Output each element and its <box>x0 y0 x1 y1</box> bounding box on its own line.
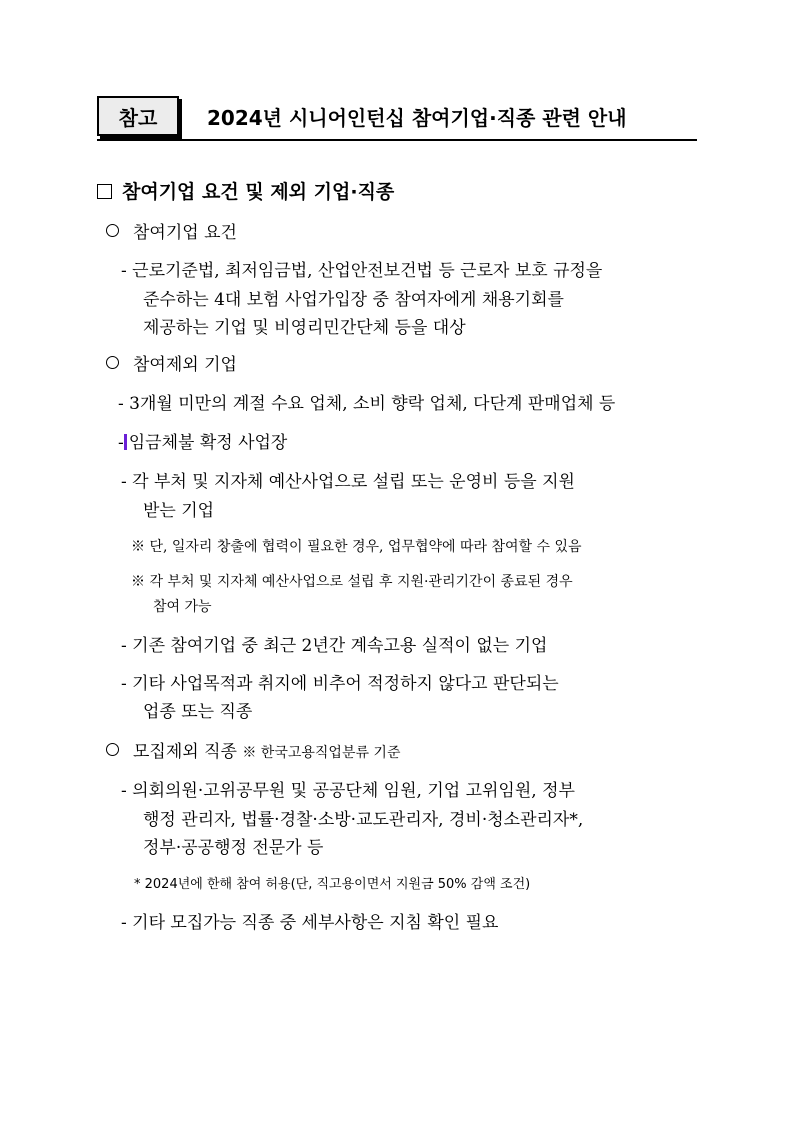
participating-heading <box>106 218 237 243</box>
reference-label: 참고 <box>97 96 179 136</box>
circle-bullet-icon <box>106 356 119 369</box>
circle-bullet-icon <box>106 224 119 237</box>
excluded-item1: - 3개월 미만의 계절 수요 업체, 소비 향락 업체, 다단계 판매업체 등 <box>118 394 616 414</box>
jobs-item1-line1: - 의회의원·고위공무원 및 공공단체 임원, 기업 고위임원, 정부 <box>121 781 575 801</box>
participating-item1-line1: - 근로기준법, 최저임금법, 산업안전보건법 등 근로자 보호 규정을 <box>121 261 603 281</box>
page-title: 2024년 시니어인턴십 참여기업·직종 관련 안내 <box>207 106 627 130</box>
excluded-item2-text: 임금체불 확정 사업장 <box>128 433 288 453</box>
jobs-item2: - 기타 모집가능 직종 중 세부사항은 지침 확인 필요 <box>121 913 499 933</box>
excluded-note2-line2: 참여 가능 <box>153 599 212 615</box>
jobs-heading-text: 모집제외 직종 <box>133 742 237 762</box>
jobs-footnote: * 2024년에 한해 참여 허용(단, 직고용이면서 지원금 50% 감액 조건) <box>134 877 531 892</box>
excluded-item5-line2: 업종 또는 직종 <box>143 702 253 722</box>
participating-heading-text: 참여기업 요건 <box>133 223 237 243</box>
excluded-heading <box>106 350 237 375</box>
checkbox-square-icon <box>97 184 112 199</box>
text-cursor <box>124 434 127 450</box>
section-title: 참여기업 요건 및 제외 기업·직종 <box>122 181 395 203</box>
title-underline <box>97 139 697 141</box>
excluded-note2-line1: ※ 각 부처 및 지자체 예산사업으로 설립 후 지원·관리기간이 종료된 경우 <box>131 574 573 590</box>
excluded-item2-dash: - <box>118 433 124 453</box>
participating-item1-line2: 준수하는 4대 보험 사업가입장 중 참여자에게 채용기회를 <box>143 290 564 310</box>
excluded-note1: ※ 단, 일자리 창출에 협력이 필요한 경우, 업무협약에 따라 참여할 수 있음 <box>131 539 582 555</box>
jobs-heading <box>106 737 400 762</box>
excluded-item5-line1: - 기타 사업목적과 취지에 비추어 적정하지 않다고 판단되는 <box>121 674 559 694</box>
circle-bullet-icon <box>106 743 119 756</box>
excluded-item3-line1: - 각 부처 및 지자체 예산사업으로 설립 또는 운영비 등을 지원 <box>121 472 575 492</box>
participating-item1-line3: 제공하는 기업 및 비영리민간단체 등을 대상 <box>143 318 466 338</box>
excluded-item3-line2: 받는 기업 <box>143 501 215 521</box>
excluded-item4: - 기존 참여기업 중 최근 2년간 계속고용 실적이 없는 기업 <box>121 636 548 656</box>
jobs-heading-note: ※ 한국고용직업분류 기준 <box>242 745 401 761</box>
jobs-item1-line2: 행정 관리자, 법률·경찰·소방·교도관리자, 경비·청소관리자*, <box>143 810 584 830</box>
document-header <box>97 96 697 140</box>
excluded-heading-text: 참여제외 기업 <box>133 355 237 375</box>
excluded-item2 <box>118 428 287 453</box>
section-heading <box>97 177 394 204</box>
jobs-item1-line3: 정부·공공행정 전문가 등 <box>143 838 324 858</box>
